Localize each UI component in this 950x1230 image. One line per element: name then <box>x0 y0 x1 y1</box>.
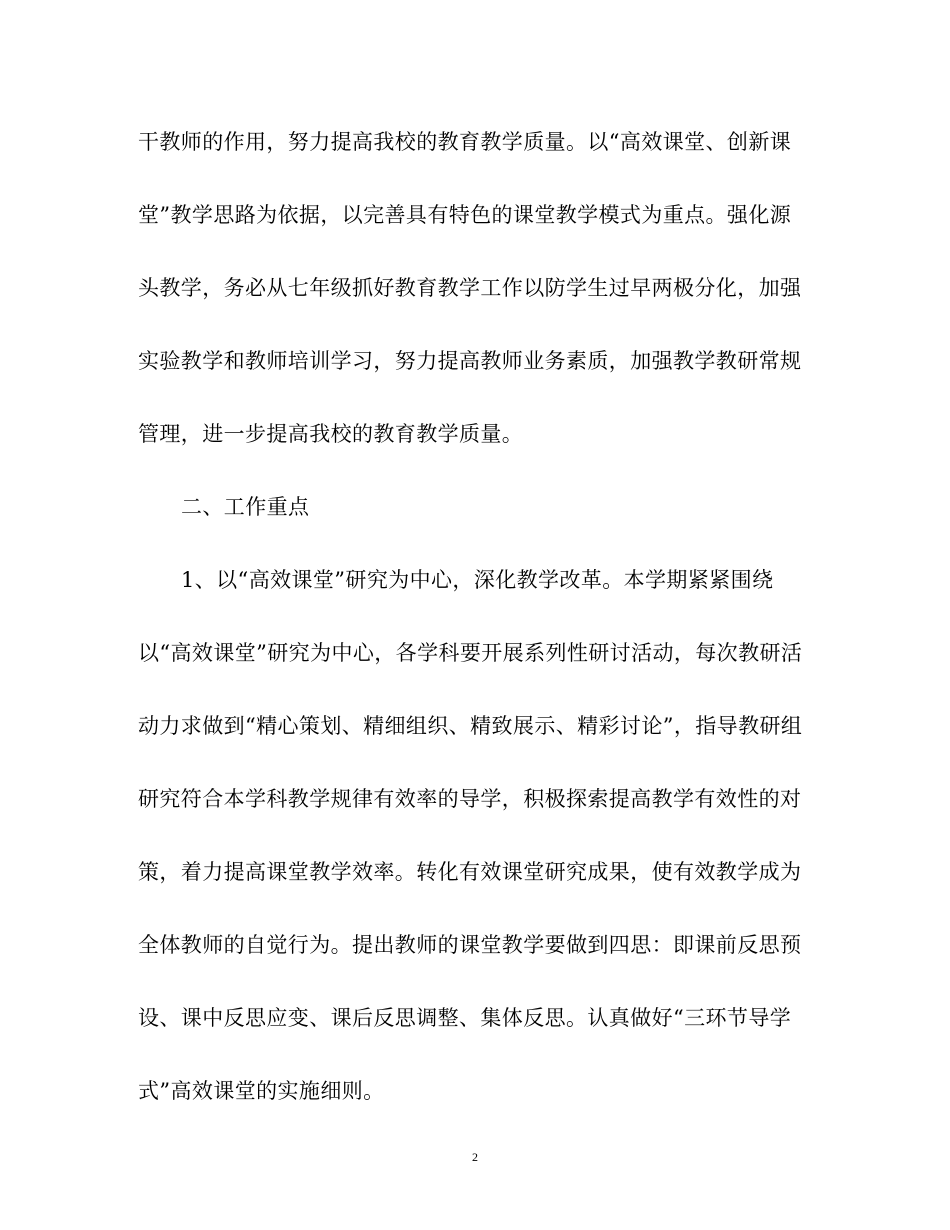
page-number: 2 <box>472 1150 478 1164</box>
paragraph-line: 全体教师的自觉行为。提出教师的课堂教学要做到四思：即课前反思预 <box>138 933 802 957</box>
paragraph-line: 头教学，务必从七年级抓好教育教学工作以防学生过早两极分化，加强 <box>138 276 802 300</box>
paragraph-line: 研究符合本学科教学规律有效率的导学，积极探索提高教学有效性的对 <box>138 787 802 811</box>
paragraph-line: 设、课中反思应变、课后反思调整、集体反思。认真做好“三环节导学 <box>138 1006 792 1030</box>
paragraph-line: 动力求做到“精心策划、精细组织、精致展示、精彩讨论”，指导教研组 <box>138 714 803 738</box>
paragraph-line: 策，着力提高课堂教学效率。转化有效课堂研究成果，使有效教学成为 <box>138 860 802 884</box>
paragraph-line: 实验教学和教师培训学习，努力提高教师业务素质，加强教学教研常规 <box>138 349 802 373</box>
paragraph-line: 管理，进一步提高我校的教育教学质量。 <box>138 422 524 446</box>
paragraph-line: 堂”教学思路为依据，以完善具有特色的课堂教学模式为重点。强化源 <box>138 203 792 227</box>
paragraph-line: 1、以“高效课堂”研究为中心，深化教学改革。本学期紧紧围绕 <box>181 568 774 592</box>
paragraph-line: 干教师的作用，努力提高我校的教育教学质量。以“高效课堂、创新课 <box>138 130 792 154</box>
paragraph-line: 以“高效课堂”研究为中心，各学科要开展系列性研讨活动，每次教研活 <box>138 641 803 665</box>
paragraph-line: 式”高效课堂的实施细则。 <box>138 1079 385 1103</box>
section-heading: 二、工作重点 <box>181 495 310 519</box>
